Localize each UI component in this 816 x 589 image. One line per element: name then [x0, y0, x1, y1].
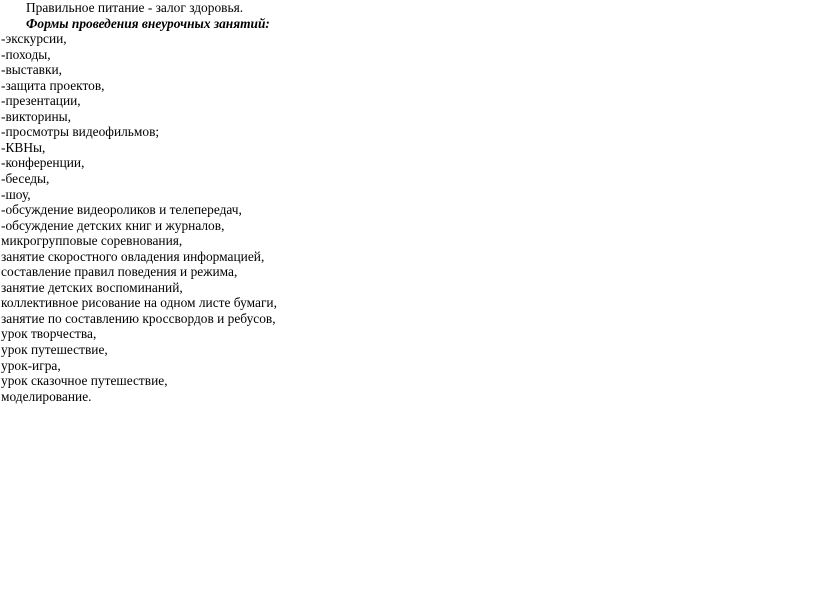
list-item: -беседы, — [1, 171, 50, 187]
list-item: -экскурсии, — [1, 31, 67, 47]
intro-line: Правильное питание - залог здоровья. — [26, 0, 244, 15]
list-item: -защита проектов, — [1, 77, 105, 93]
section-heading: Формы проведения внеурочных занятий: — [26, 15, 270, 31]
list-item: -выставки, — [1, 62, 63, 78]
list-item: моделирование. — [1, 388, 92, 404]
document-text — [1, 0, 701, 404]
list-item: -викторины, — [1, 108, 72, 124]
list-item: -обсуждение видеороликов и телепередач, — [1, 202, 242, 218]
list-item: -конференции, — [1, 155, 85, 171]
list-item: -обсуждение детских книг и журналов, — [1, 217, 225, 233]
list-item: коллективное рисование на одном листе бумаги, — [1, 295, 277, 311]
list-item: -шоу, — [1, 186, 31, 202]
list-item: -КВНы, — [1, 139, 46, 155]
list-item: занятие по составлению кроссвордов и ребусов, — [1, 310, 276, 326]
list-item: микрогрупповые соревнования, — [1, 233, 183, 249]
list-item: -презентации, — [1, 93, 81, 109]
list-item: -просмотры видеофильмов; — [1, 124, 160, 140]
list-item: занятие скоростного овладения информацией, — [1, 248, 265, 264]
list-item: урок-игра, — [1, 357, 61, 373]
list-item: составление правил поведения и режима, — [1, 264, 238, 280]
list-item: -походы, — [1, 46, 51, 62]
list-item: урок творчества, — [1, 326, 97, 342]
list-item: занятие детских воспоминаний, — [1, 279, 183, 295]
list-item: урок путешествие, — [1, 342, 108, 358]
list-item: урок сказочное путешествие, — [1, 373, 168, 389]
